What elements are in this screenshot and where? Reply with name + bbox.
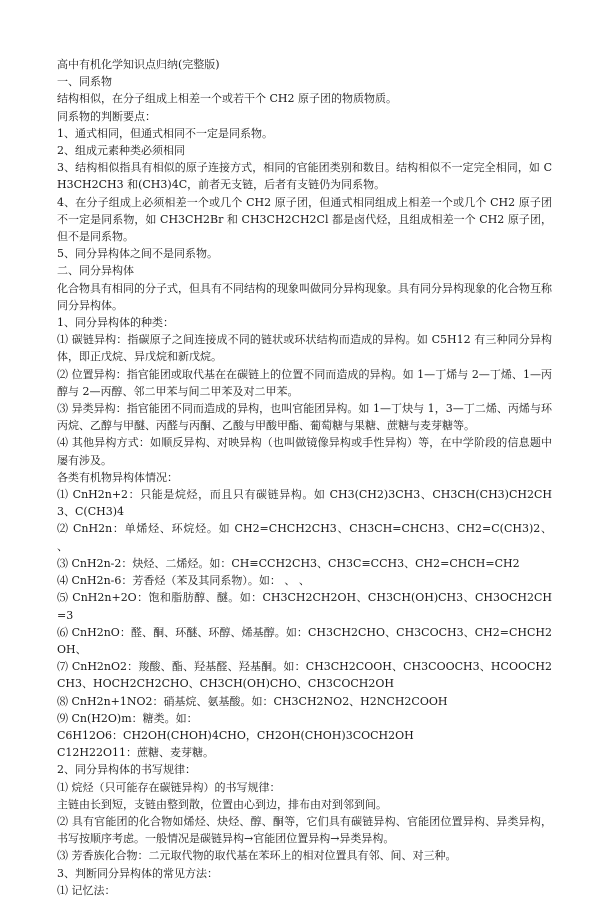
text-line: ⑹ CnH2nO：醛、酮、环醚、环醇、烯基醇。如：CH3CH2CHO、CH3COCH3、CH2=CHCH2OH、 [57, 625, 552, 656]
text-line: 3、结构相似指具有相似的原子连接方式，相同的官能团类别和数目。结构相似不一定完全相同，如 CH3CH2CH3 和(CH3)4C，前者无支链，后者有支链仍为同系物。 [57, 161, 552, 192]
text-line: ⑴ 记忆法： [57, 883, 116, 897]
text-line: C6H12O6：CH2OH(CHOH)4CHO，CH2OH(CHOH)3COCH2OH [57, 728, 414, 742]
text-line: ⑵ 具有官能团的化合物如烯烃、炔烃、醇、酮等，它们具有碳链异构、官能团位置异构、异类异构，书写按顺序考虑。一般情况是碳链异构→官能团位置异构→异类异构。 [57, 814, 552, 846]
document-body [57, 73, 552, 899]
text-line: ⑶ 芳香族化合物：二元取代物的取代基在苯环上的相对位置具有邻、间、对三种。 [57, 849, 457, 863]
text-line: 5、同分异构体之间不是同系物。 [57, 247, 218, 261]
text-line: ⑸ CnH2n+2O：饱和脂肪醇、醚。如：CH3CH2CH2OH、CH3CH(OH)CH3、CH3OCH2CH=3 [57, 591, 552, 622]
document-title: 高中有机化学知识点归纳(完整版) [57, 58, 220, 71]
text-line: 1、同分异构体的种类： [57, 316, 174, 330]
text-line: 1、通式相同，但通式相同不一定是同系物。 [57, 126, 273, 140]
text-line: ⑻ CnH2n+1NO2：硝基烷、氨基酸。如：CH3CH2NO2、H2NCH2COOH [57, 694, 448, 708]
text-line: ⑴ 碳链异构：指碳原子之间连接成不同的链状或环状结构而造成的异构。如 C5H12 有三种同分异构体，即正戊烷、异戊烷和新戊烷。 [57, 333, 552, 364]
text-line: 2、同分异构体的书写规律： [57, 763, 196, 777]
text-line: ⑺ CnH2nO2：羧酸、酯、羟基醛、羟基酮。如：CH3CH2COOH、CH3COOCH3、HCOOCH2CH3、HOCH2CH2CHO、CH3CH(OH)CHO、CH3COCH2OH [57, 660, 552, 691]
text-line: 同系物的判断要点： [57, 109, 156, 123]
text-line: ⑵ 位置异构：指官能团或取代基在在碳链上的位置不同而造成的异构。如 1—丁烯与 2—丁烯、1—丙醇与 2—丙醇、邻二甲苯与间二甲苯及对二甲苯。 [57, 367, 552, 398]
text-line: ⑼ Cn(H2O)m：糖类。如： [57, 711, 198, 725]
text-line: 二、同分异构体 [57, 264, 134, 278]
text-line: ⑵ CnH2n：单烯烃、环烷烃。如 CH2=CHCH2CH3、CH3CH=CHCH3、CH2=C(CH3)2、 、 [57, 522, 552, 553]
text-line: 2、组成元素种类必须相同 [57, 144, 185, 158]
text-line: C12H22O11：蔗糖、麦芽糖。 [57, 746, 215, 760]
text-line: 4、在分子组成上必须相差一个或几个 CH2 原子团，但通式相同组成上相差一个或几个 CH2 原子团不一定是同系物，如 CH3CH2Br 和 CH3CH2CH2Cl 都是卤代烃，且组成相差一个 CH2 原子团，但不是同系物。 [57, 195, 552, 244]
text-line: 主链由长到短，支链由整到散，位置由心到边，排布由对到邻到间。 [57, 797, 387, 811]
text-line: ⑷ 其他异构方式：如顺反异构、对映异构（也叫做镜像异构或手性异构）等，在中学阶段的信息题中屡有涉及。 [57, 436, 552, 467]
text-line: 结构相似，在分子组成上相差一个或若干个 CH2 原子团的物质物质。 [57, 92, 397, 106]
text-line: 一、同系物 [57, 75, 112, 89]
text-line: ⑴ CnH2n+2：只能是烷烃，而且只有碳链异构。如 CH3(CH2)3CH3、CH3CH(CH3)CH2CH3、C(CH3)4 [57, 488, 552, 519]
text-line: ⑶ CnH2n-2：炔烃、二烯烃。如：CH≡CCH2CH3、CH3C≡CCH3、CH2=CHCH=CH2 [57, 556, 520, 570]
text-line: 化合物具有相同的分子式，但具有不同结构的现象叫做同分异构现象。具有同分异构现象的化合物互称同分异构体。 [57, 281, 552, 312]
text-line: 3、判断同分异构体的常见方法： [57, 866, 218, 880]
text-line: ⑶ 异类异构：指官能团不同而造成的异构，也叫官能团异构。如 1—丁炔与 1，3—丁二烯、丙烯与环丙烷、乙醇与甲醚、丙醛与丙酮、乙酸与甲酸甲酯、葡萄糖与果糖、蔗糖与麦芽糖等。 [57, 402, 552, 433]
text-line: ⑷ CnH2n-6：芳香烃（苯及其同系物）。如： 、 、 [57, 574, 310, 588]
text-line: ⑴ 烷烃（只可能存在碳链异构）的书写规律： [57, 780, 281, 794]
text-line: 各类有机物异构体情况： [57, 470, 178, 484]
